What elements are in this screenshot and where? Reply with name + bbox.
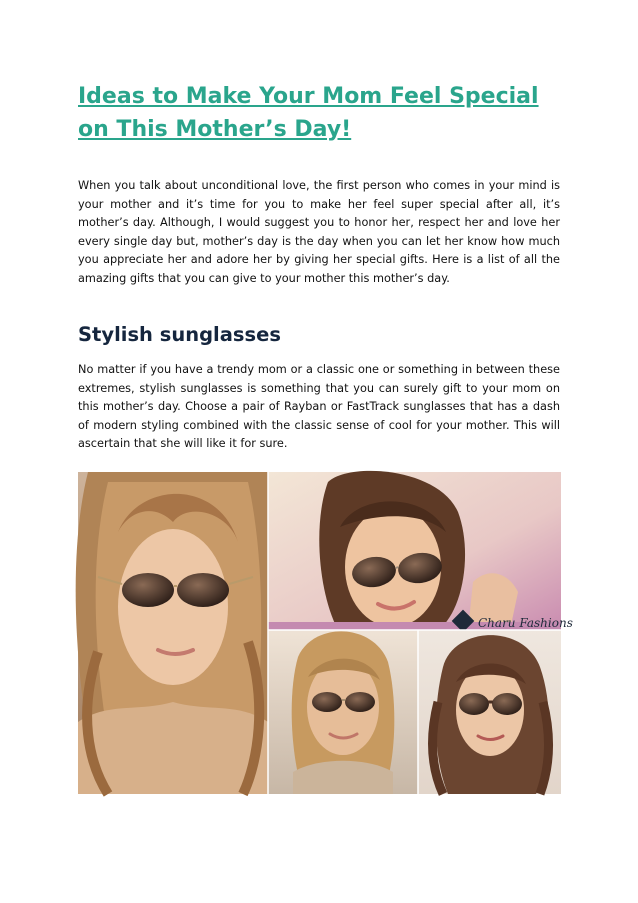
- watermark-brand-text: Charu Fashions: [478, 616, 573, 630]
- collage-illustration: [78, 472, 573, 794]
- intro-paragraph: When you talk about unconditional love, the first person who comes in your mind is your mother and it’s time for you to make her feel super special after all, it’s mother’s day. Although, I would suggest you to honor her, respect her and love her every single day but, mother’s day is the day when you can let her know how much you appreciate her and adore her by giving her special gifts. Here is a list of all the amazing gifts that you can give to your mother this mother’s day.: [78, 179, 560, 285]
- photo-woman-aviator-left: [76, 472, 268, 794]
- section-paragraph: No matter if you have a trendy mom or a classic one or something in between these extremes, stylish sunglasses is something that you can surely gift to your mom on this mother’s day. Choose a pair of Rayban or FastTrack sunglasses that has a dash of modern styling combined with the classic sense of cool for your mother. This will ascertain that she will like it for sure.: [78, 363, 560, 451]
- title-line-2: on This Mother’s Day!: [78, 117, 352, 142]
- sunglasses-photo-collage: [78, 472, 573, 794]
- section-heading: Stylish sunglasses: [78, 323, 281, 346]
- photo-woman-sunglasses-bottom-right: [418, 630, 561, 794]
- photo-woman-aviator-top-right: [268, 471, 573, 632]
- title-line-1: Ideas to Make Your Mom Feel Special: [78, 84, 539, 109]
- photo-woman-aviator-bottom-middle: [268, 630, 418, 794]
- article-title: [78, 80, 568, 146]
